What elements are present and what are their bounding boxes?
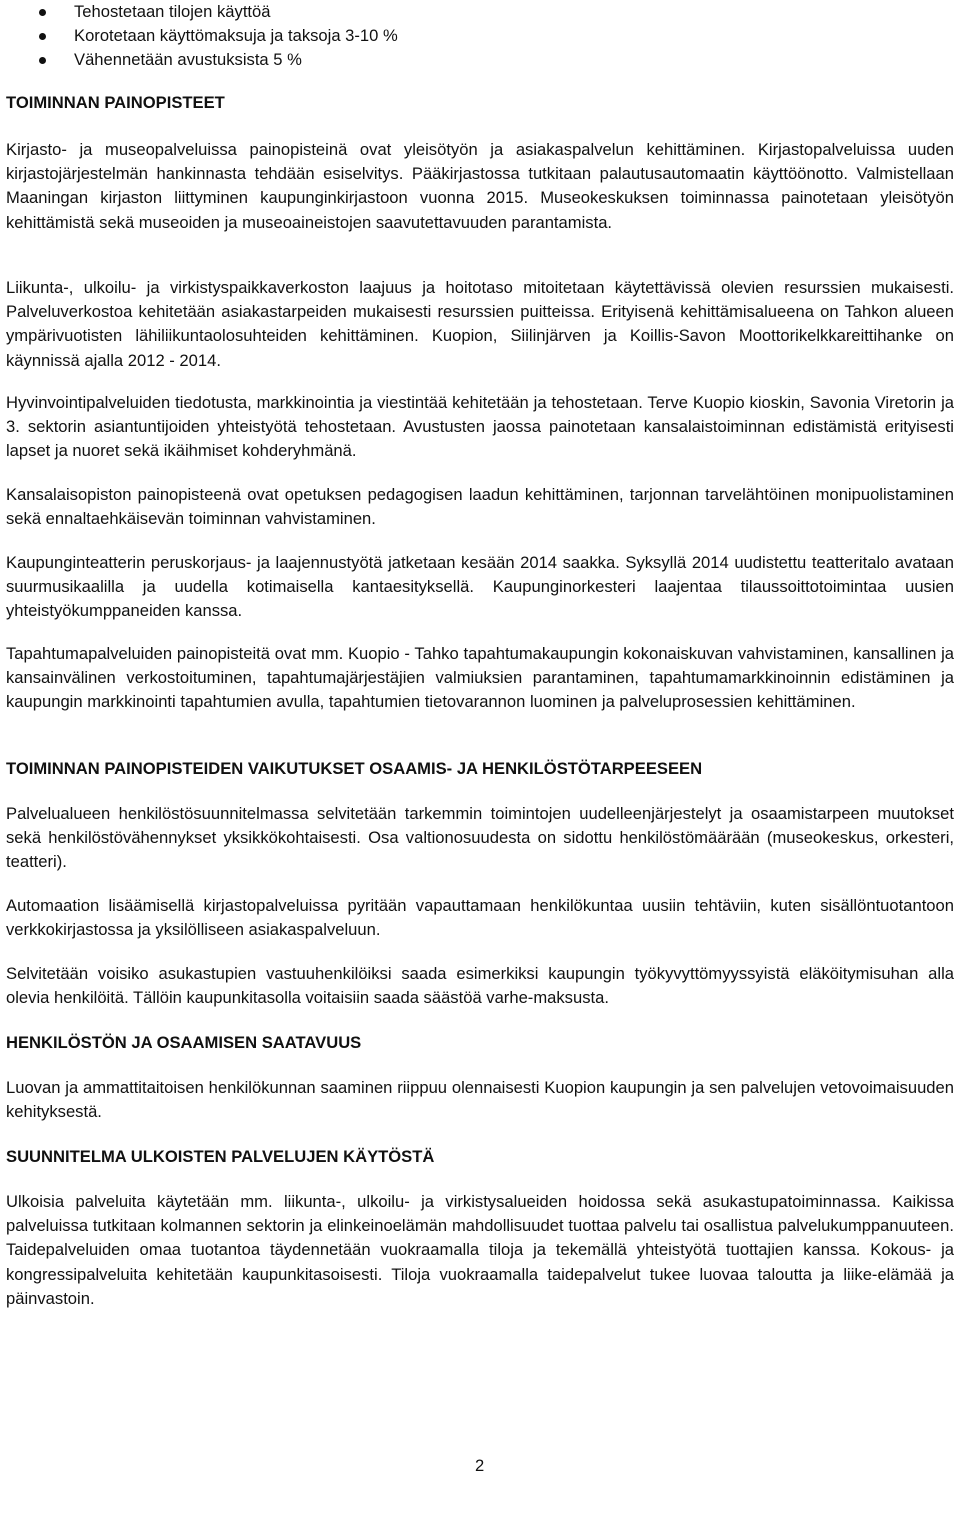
paragraph-asukastuvat: Selvitetään voisiko asukastupien vastuuhenkilöiksi saada esimerkiksi kaupungin työkyvyttömyyssyistä eläköitymisuhan alla olevia henkilöitä. Tällöin kaupunkitasolla voitaisiin saada säästöä varhe-maksusta. [6, 964, 954, 1008]
paragraph-kansalaisopisto: Kansalaisopiston painopisteenä ovat opetuksen pedagogisen laadun kehittäminen, tarjonnan tarvelähtöinen monipuolistaminen sekä ennaltaehkäisevän toiminnan vahvistaminen. [6, 485, 954, 529]
bullet-list [6, 0, 398, 73]
paragraph-tapahtumat: Tapahtumapalveluiden painopisteitä ovat mm. Kuopio - Tahko tapahtumakaupungin kokonaiskuvan vahvistaminen, kansallinen ja kansainvälinen verkostoituminen, tapahtumajärjestäjien valmiuksien parantaminen, tapahtumamarkkinoinnin edistäminen ja kaupungin markkinointi tapahtumien avulla, tapahtumien tietovarannon luominen ja palveluprosessien kehittäminen. [6, 644, 954, 712]
paragraph-teatteri: Kaupunginteatterin peruskorjaus- ja laajennustyötä jatketaan kesään 2014 saakka. Syksyllä 2014 uudistettu teatteritalo avataan suurmusikaalilla ja uudella kotimaisella kantaesityksellä. Kaupunginorkesteri laajentaa tilaussoittotoimintaa uusien yhteistyökumppaneiden kanssa. [6, 553, 954, 621]
section-heading-ulkoiset: SUUNNITELMA ULKOISTEN PALVELUJEN KÄYTÖSTÄ [6, 1147, 435, 1166]
bullet-item: Vähennetään avustuksista 5 % [6, 48, 398, 72]
bullet-item: Tehostetaan tilojen käyttöä [6, 0, 398, 24]
bullet-item: Korotetaan käyttömaksuja ja taksoja 3-10 % [6, 24, 398, 48]
paragraph-liikunta: Liikunta-, ulkoilu- ja virkistyspaikkaverkoston laajuus ja hoitotaso mitoitetaan käytettävissä olevien resurssien mukaisesti. Palveluverkostoa kehitetään asiakastarpeiden mukaisesti resurssien puitteissa. Erityisenä kehittämisalueena on Tahkon alueen ympärivuotisten lähiliikuntaolosuhteiden kehittäminen. Kuopion, Siilinjärven ja Koillis-Savon Moottorikelkkareittihanke on käynnissä ajalla 2012 - 2014. [6, 278, 954, 370]
section-heading-painopisteet: TOIMINNAN PAINOPISTEET [6, 93, 225, 112]
paragraph-henkilostosuunnitelma: Palvelualueen henkilöstösuunnitelmassa selvitetään tarkemmin toimintojen uudelleenjärjestelyt ja osaamistarpeen muutokset sekä henkilöstövähennykset yksikkökohtaisesti. Osa valtionosuudesta on sidottu henkilöstömäärään (museokeskus, orkesteri, teatteri). [6, 804, 954, 872]
paragraph-automaatio: Automaation lisäämisellä kirjastopalveluissa pyritään vapauttamaan henkilökuntaa uusiin tehtäviin, kuten sisällöntuotantoon verkkokirjastossa ja yksilölliseen asiakaspalveluun. [6, 896, 954, 940]
paragraph-kirjasto: Kirjasto- ja museopalveluissa painopisteinä ovat yleisötyön ja asiakaspalvelun kehittäminen. Kirjastopalveluissa uuden kirjastojärjestelmän hankinnasta tehdään esiselvitys. Pääkirjastossa tutkitaan palautusautomaatin käyttöönotto. Valmistellaan Maaningan kirjaston liittyminen kaupunginkirjastoon vuonna 2015. Museokeskuksen toiminnassa painotetaan yleisötyön kehittämistä sekä museoiden ja museoaineistojen saavutettavuuden parantamista. [6, 140, 954, 232]
section-heading-vaikutukset: TOIMINNAN PAINOPISTEIDEN VAIKUTUKSET OSAAMIS- JA HENKILÖSTÖTARPEESEEN [6, 759, 703, 778]
page-number: 2 [475, 1456, 485, 1475]
section-heading-saatavuus: HENKILÖSTÖN JA OSAAMISEN SAATAVUUS [6, 1033, 362, 1052]
paragraph-ulkoiset: Ulkoisia palveluita käytetään mm. liikunta-, ulkoilu- ja virkistysalueiden hoidossa sekä asukastupatoiminnassa. Kaikissa palveluissa tutkitaan kolmannen sektorin ja elinkeinoelämän mahdollisuudet tuottaa palvelu tai osallistua palvelukumppanuuteen. Taidepalveluiden omaa tuotantoa täydennetään vuokraamalla tiloja ja tekemällä yhteistyötä tuottajien kanssa. Kokous- ja kongressipalveluita kehitetään kaupunkitasoisesti. Tiloja vuokraamalla taidepalvelut tukee luovaa taloutta ja liike-elämää ja päinvastoin. [6, 1192, 954, 1308]
paragraph-hyvinvointi: Hyvinvointipalveluiden tiedotusta, markkinointia ja viestintää kehitetään ja tehostetaan. Terve Kuopio kioskin, Savonia Viretorin ja 3. sektorin asiantuntijoiden yhteistyötä tehostetaan. Avustusten jaossa painotetaan kansalaistoiminnan edistämistä erityisesti lapset ja nuoret sekä ikäihmiset kohderyhmänä. [6, 393, 954, 461]
paragraph-saatavuus: Luovan ja ammattitaitoisen henkilökunnan saaminen riippuu olennaisesti Kuopion kaupungin ja sen palvelujen vetovoimaisuuden kehityksestä. [6, 1078, 954, 1122]
